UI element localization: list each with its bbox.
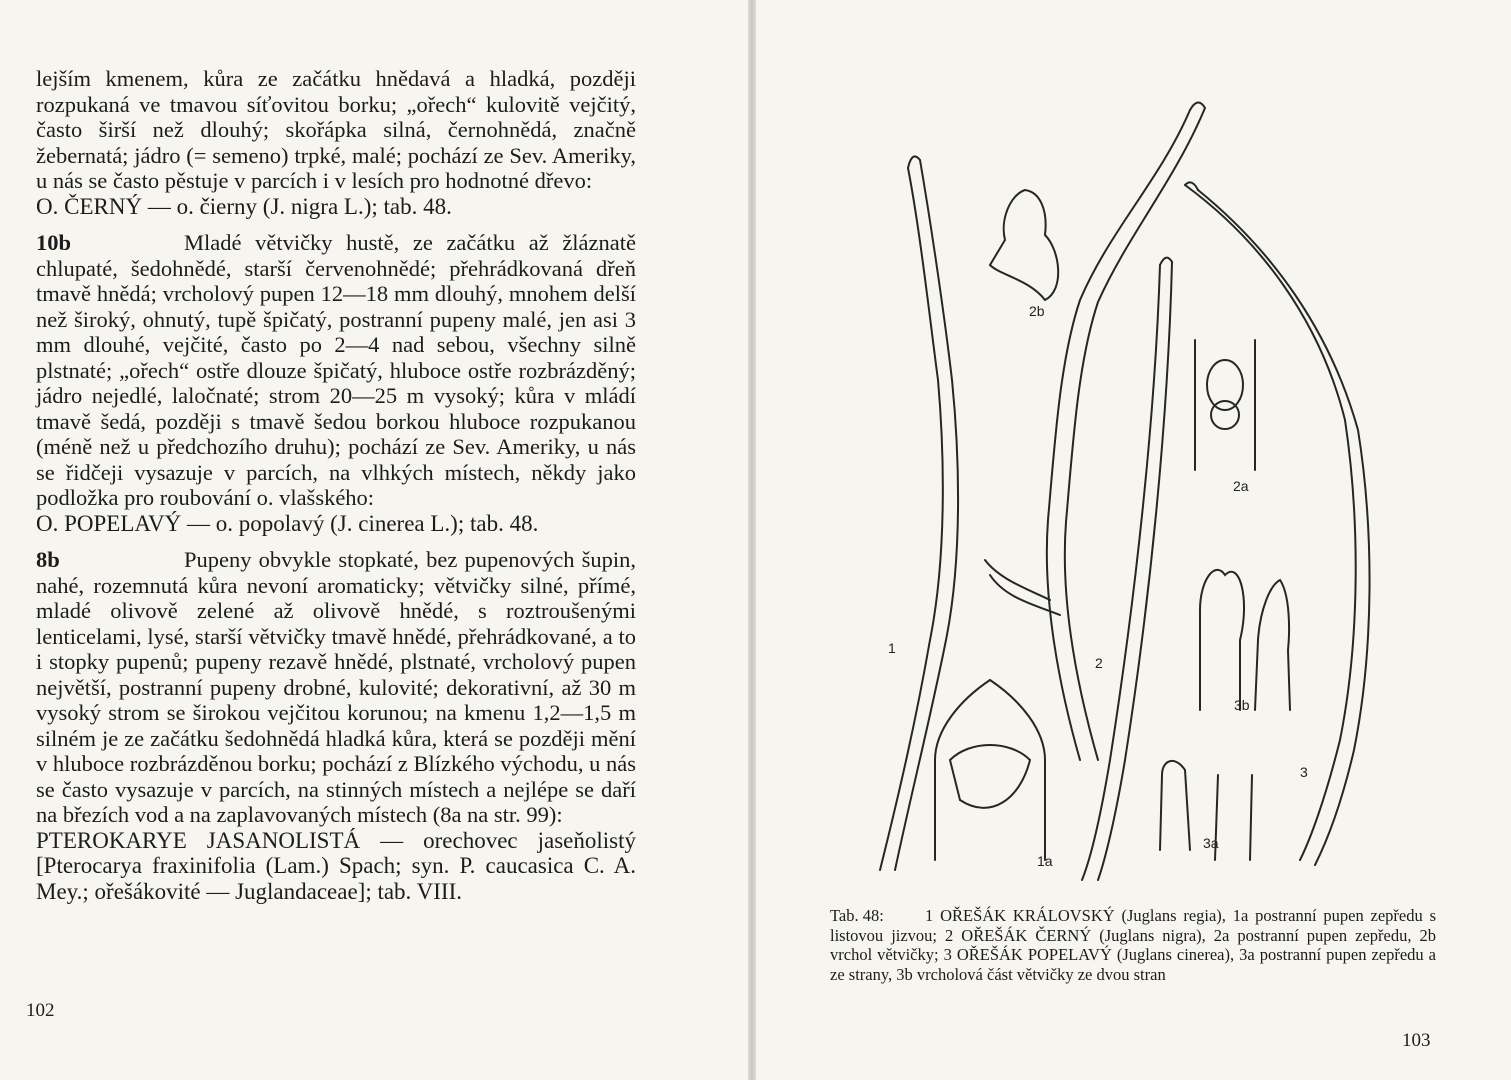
caption-text: 1 OŘEŠÁK KRÁLOVSKÝ (Juglans regia), 1a postranní pupen zepředu s listovou jizvou; 2 OŘEŠÁK ČERNÝ (Juglans nigra), 2a postranní pupen zepředu, 2b vrchol větvičky; 3 OŘEŠÁK POPELAVÝ (Juglans cinerea), 3a postranní pupen zepředu a ze strany, 3b vrcholová část větvičky ze dvou stran — [830, 906, 1436, 984]
species-name-rest: — o. popolavý (J. cinerea L.); tab. 48. — [181, 510, 539, 536]
figure-label-2: 2 — [1095, 655, 1103, 671]
key-lead-10b: 10b — [36, 230, 72, 255]
caption-label: Tab. 48: — [830, 906, 884, 925]
page-number-right: 103 — [1402, 1030, 1431, 1051]
twig-1-illustration — [880, 168, 943, 870]
detail-2b-illustration — [990, 190, 1058, 300]
figure-label-1: 1 — [888, 640, 896, 656]
paragraph-text: Mladé větvičky hustě, ze začátku až žláznatě chlupaté, šedohnědé, starší červenohnědé; přehrádkovaná dřeň tmavě hnědá; vrcholový pupen 12—18 mm dlouhý, mnohem delší než široký, ohnutý, tupě špičatý, postranní pupeny malé, jen asi 3 mm dlouhé, vejčité, často po 2—4 nad sebou, všechny silně plstnaté; „ořech“ ostře dlouze špičatý, hluboce ostře rozbrázděný; jádro nejedlé, laločnaté; strom 20—25 m vysoký; kůra v mládí tmavě šedá, později s tmavě šedou borkou hluboce rozpukanou (méně než u předchozího druhu); pochází ze Sev. Ameriky, u nás se řidčeji vysazuje v parcích, na vlhkých místech, někdy jako podložka pro roubování o. vlašského: — [36, 230, 636, 510]
species-name: O. POPELAVÝ — [36, 510, 182, 536]
paragraph-text: Pupeny obvykle stopkaté, bez pupenových šupin, nahé, rozemnutá kůra nevoní aromaticky; větvičky silné, přímé, mladé olivově zelené až olivově hnědé, s roztroušenými lenticelami, lysé, starší větvičky tmavě hnědé, přehrádkované, a to i stopky pupenů; pupeny rezavě hnědé, plstnaté, vrcholový pupen největší, postranní pupeny drobné, kulovité; dekorativní, až 30 m vysoký strom se širokou vejčitou korunou; na kmenu 1,2—1,5 m silném je ze začátku šedohnědá hladká kůra, která se později mění v hluboce rozbrázděnou borku; pochází z Blízkého východu, u nás se často vysazuje v parcích, na stinných místech a nejlépe se daří na březích vod a na zaplavovaných místech (8a na str. 99): — [36, 547, 636, 827]
detail-3a-illustration — [1160, 761, 1190, 850]
figure-label-1a: 1a — [1037, 853, 1053, 869]
paragraph-nigra-description: lejším kmenem, kůra ze začátku hnědavá a hladká, později rozpukaná ve tmavou síťovitou borku; „ořech“ kulovitě vejčitý, často širší než dlouhý; skořápka silná, černohnědá, značně žebernatá; jádro (= semeno) trpké, malé; pochází ze Sev. Ameriky, u nás se často pěstuje v parcích i v lesích pro hodnotné dřevo: — [36, 66, 636, 193]
species-name: PTEROKARYE JASANOLISTÁ — [36, 827, 361, 853]
species-name: O. ČERNÝ — [36, 193, 143, 219]
detail-3b-illustration — [1200, 570, 1244, 710]
figure-label-2b: 2b — [1029, 303, 1045, 319]
figure-label-3: 3 — [1300, 764, 1308, 780]
page-number-left: 102 — [26, 1000, 55, 1021]
species-name-rest: — o. čierny (J. nigra L.); tab. 48. — [142, 193, 452, 219]
twig-2-illustration — [1047, 110, 1190, 760]
key-lead-8b: 8b — [36, 547, 60, 572]
species-name-rest: — orechovec jaseňolistý [Pterocarya fraxinifolia (Lam.) Spach; syn. P. caucasica C. A. Mey.; ořešákovité — Juglandaceae]; tab. VIII. — [36, 827, 637, 904]
figure-label-3a: 3a — [1203, 835, 1219, 851]
figure-label-3b: 3b — [1234, 697, 1250, 713]
figure-caption — [830, 906, 1436, 984]
twig-3-illustration — [1185, 185, 1356, 860]
figure-label-2a: 2a — [1233, 478, 1249, 494]
